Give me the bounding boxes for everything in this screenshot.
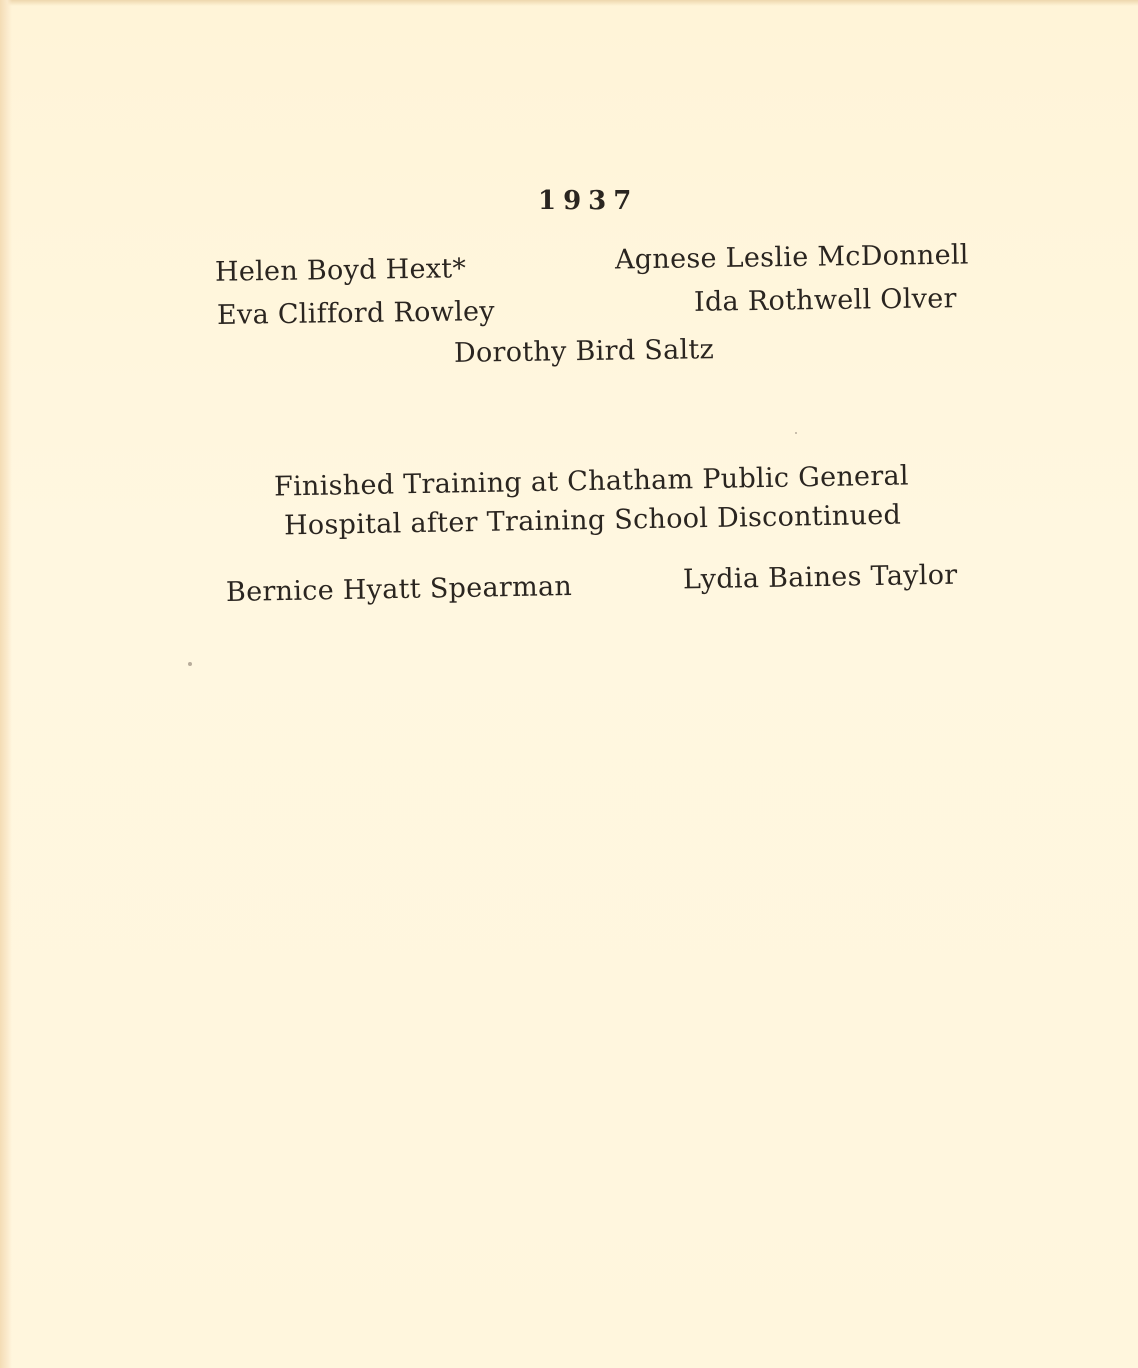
graduate-name: Bernice Hyatt Spearman [225, 570, 573, 609]
page-top-edge [0, 0, 1138, 6]
year-heading: 1937 [538, 186, 639, 216]
graduate-name: Agnese Leslie McDonnell [614, 239, 969, 276]
graduate-name: Ida Rothwell Olver [693, 283, 957, 318]
paper-speck [188, 662, 192, 666]
section-heading-line: Finished Training at Chatham Public General [273, 460, 910, 503]
graduate-name: Eva Clifford Rowley [216, 296, 496, 331]
paper-speck [795, 432, 797, 434]
page-left-edge [0, 0, 12, 1368]
section-heading-line: Hospital after Training School Discontinued [283, 499, 902, 542]
graduate-name: Helen Boyd Hext* [214, 253, 467, 288]
graduate-name: Lydia Baines Taylor [682, 559, 958, 596]
graduate-name: Dorothy Bird Saltz [453, 334, 715, 369]
